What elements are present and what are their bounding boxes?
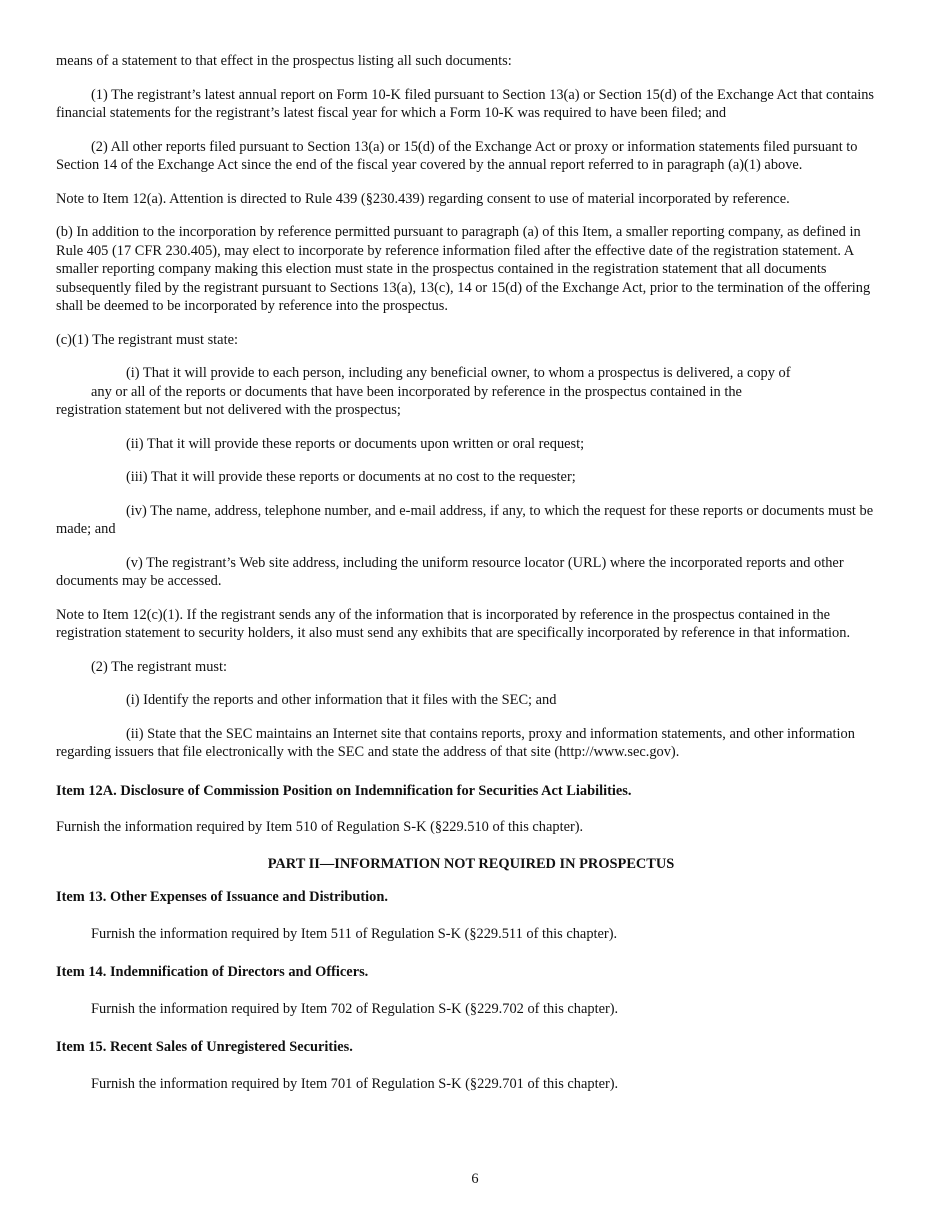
paragraph-a2: (2) All other reports filed pursuant to Section 13(a) or 15(d) of the Exchange Act or proxy or information statements filed pursuant to Section 14 of the Exchange Act since the end of the fiscal year covered by the annual report referred to in paragraph (a)(1) above.: [56, 138, 858, 173]
paragraph-c1-ii: (ii) That it will provide these reports or documents upon written or oral request;: [126, 435, 585, 452]
part-2-heading: PART II—INFORMATION NOT REQUIRED IN PROSPECTUS: [267, 855, 675, 872]
item-13-text: Furnish the information required by Item 511 of Regulation S-K (§229.511 of this chapter).: [91, 925, 618, 942]
note-item-12c1: Note to Item 12(c)(1). If the registrant sends any of the information that is incorporated by reference in the prospectus contained in the registration statement to security holders, it also must send any exhibits that are specifically incorporated by reference in that information.: [56, 606, 851, 641]
item-12a-heading: Item 12A. Disclosure of Commission Position on Indemnification for Securities Act Liabilities.: [56, 782, 632, 799]
paragraph-c1-i-line3: registration statement but not delivered with the prospectus;: [56, 402, 401, 418]
paragraph-c1-intro: (c)(1) The registrant must state:: [56, 331, 238, 348]
item-14-text: Furnish the information required by Item 702 of Regulation S-K (§229.702 of this chapter).: [91, 1000, 619, 1017]
paragraph-b: (b) In addition to the incorporation by reference permitted pursuant to paragraph (a) of this Item, a smaller reporting company, as defined in Rule 405 (17 CFR 230.405), may elect to incorporate by reference information filed after the effective date of the registration statement. A smaller reporting company making this election must state in the prospectus contained in the registration statement that all documents subsequently filed by the registrant pursuant to Sections 13(a), 13(c), 14 or 15(d) of the Exchange Act, prior to the termination of the offering shall be deemed to be incorporated by reference into the prospectus.: [56, 224, 871, 314]
paragraph-c1-i: [56, 364, 886, 420]
note-item-12a: Note to Item 12(a). Attention is directed to Rule 439 (§230.439) regarding consent to use of material incorporated by reference.: [56, 190, 790, 207]
item-15-heading: Item 15. Recent Sales of Unregistered Securities.: [56, 1039, 353, 1055]
page-number: 6: [471, 1171, 479, 1187]
item-15-text: Furnish the information required by Item 701 of Regulation S-K (§229.701 of this chapter).: [91, 1075, 619, 1092]
paragraph-c2-i: (i) Identify the reports and other information that it files with the SEC; and: [126, 692, 557, 708]
paragraph-listing-statement: means of a statement to that effect in the prospectus listing all such documents:: [56, 53, 512, 69]
paragraph-c1-i-line1: (i) That it will provide to each person, including any beneficial owner, to whom a prospectus is delivered, a copy of: [126, 365, 791, 381]
paragraph-c2-intro: (2) The registrant must:: [91, 658, 228, 675]
item-13-heading: Item 13. Other Expenses of Issuance and Distribution.: [56, 889, 388, 905]
paragraph-c2-ii: (ii) State that the SEC maintains an Internet site that contains reports, proxy and information statements, and other information regarding issuers that file electronically with the SEC and state the address of that site (http://www.sec.gov).: [56, 725, 855, 760]
item-12a-text: Furnish the information required by Item 510 of Regulation S-K (§229.510 of this chapter).: [56, 819, 584, 835]
paragraph-c1-iii: (iii) That it will provide these reports or documents at no cost to the requester;: [126, 469, 576, 485]
paragraph-c1-v: (v) The registrant’s Web site address, including the uniform resource locator (URL) where the incorporated reports and other documents may be accessed.: [56, 554, 844, 589]
document-page: [56, 52, 886, 1108]
paragraph-c1-iv: (iv) The name, address, telephone number, and e-mail address, if any, to which the request for these reports or documents must be made; and: [56, 502, 874, 537]
item-14-heading: Item 14. Indemnification of Directors and Officers.: [56, 964, 369, 980]
paragraph-a1: (1) The registrant’s latest annual report on Form 10-K filed pursuant to Section 13(a) or Section 15(d) of the Exchange Act that contains financial statements for the registrant’s latest fiscal year for which a Form 10-K was required to have been filed; and: [56, 86, 875, 121]
paragraph-c1-i-line2: any or all of the reports or documents that have been incorporated by reference in the prospectus contained in the: [91, 383, 742, 400]
